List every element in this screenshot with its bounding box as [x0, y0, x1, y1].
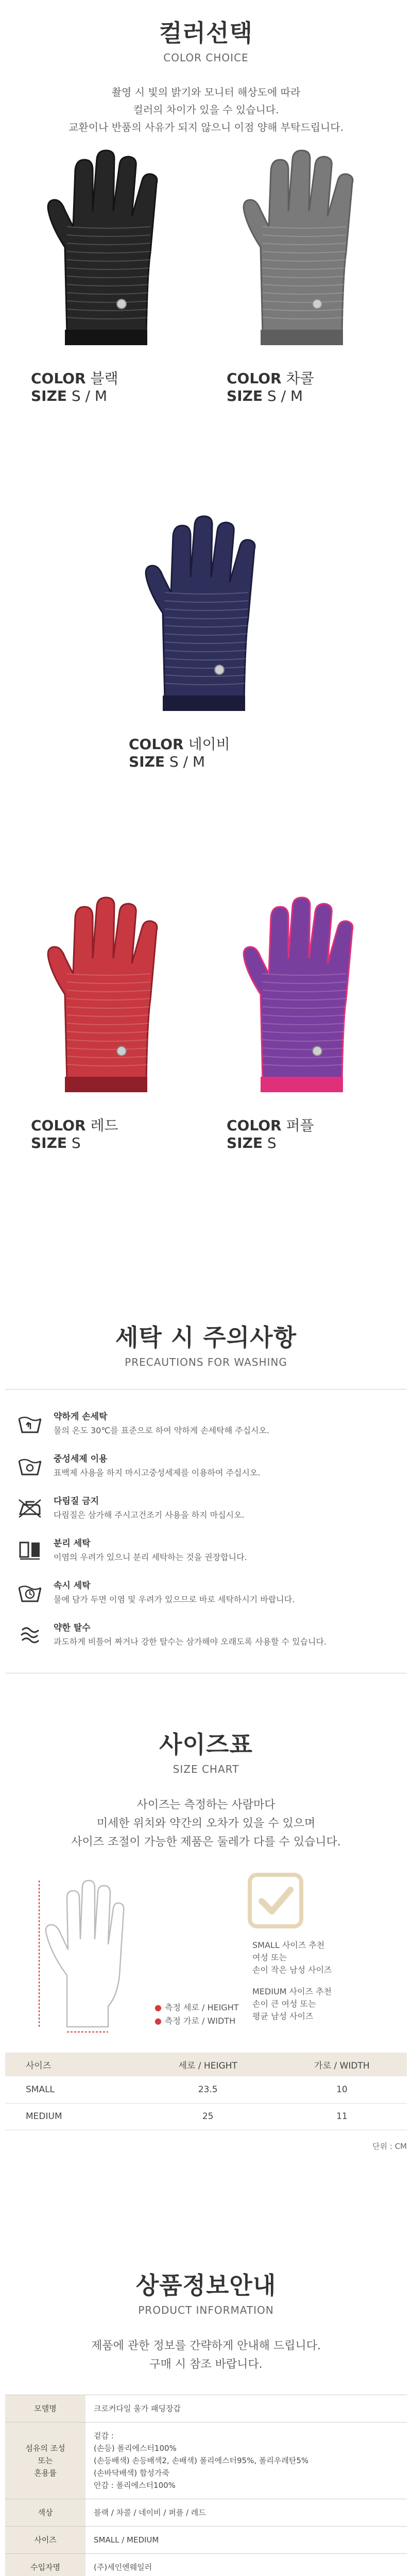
color-row [0, 515, 412, 771]
info-value: 블랙 / 차콜 / 네이비 / 퍼플 / 레드 [85, 2499, 407, 2527]
size-recommendations [252, 1939, 332, 2032]
section-header [0, 1726, 412, 1775]
glove-image [31, 149, 185, 355]
product-info-section [0, 2267, 412, 2576]
size-value: S / M [169, 753, 205, 770]
size-value: S [267, 1134, 277, 1151]
info-key: 사이즈 [5, 2527, 85, 2554]
info-value: 겉감 : (손등) 폴리에스터100% (손등배색) 손등배색2, 손배색) 폴리에스터95%, 폴리우레탄5% (손바닥배색) 합성가죽 안감 : 폴리에스터100% [85, 2422, 407, 2499]
glove-image [129, 515, 283, 721]
ironing-icon [15, 1494, 44, 1522]
legend-item: 측정 가로 / WIDTH [164, 2016, 236, 2026]
notice-line: 교환이나 반품의 사유가 되지 않으니 이점 양해 부탁드립니다. [68, 121, 344, 133]
size-label: SIZE [129, 753, 165, 770]
washing-item-desc: 이염의 우려가 있으니 분리 세탁하는 것을 권장합니다. [54, 1552, 247, 1562]
table-row [5, 2395, 407, 2422]
color-label: COLOR [227, 370, 282, 387]
color-label: COLOR [129, 736, 184, 753]
color-caption [227, 1117, 381, 1152]
glove-icon [129, 515, 283, 721]
section-subtitle: PRODUCT INFORMATION [138, 2304, 274, 2316]
color-row [0, 149, 412, 405]
size-value: S [71, 1134, 81, 1151]
size-label: SIZE [31, 387, 67, 404]
color-value: 레드 [90, 1117, 118, 1134]
legend-dot-icon: ● [154, 2016, 162, 2026]
color-caption [31, 1117, 185, 1152]
table-header: 세로 / HEIGHT [139, 2053, 277, 2076]
washing-item [15, 1494, 397, 1522]
color-value: 퍼플 [286, 1117, 314, 1134]
color-option-navy[interactable] [129, 515, 283, 771]
size-value: S / M [71, 387, 108, 404]
info-key: 색상 [5, 2499, 85, 2527]
table-row [5, 2103, 407, 2130]
table-header: 사이즈 [5, 2053, 139, 2076]
recommend-line: 평균 남성 사이즈 [252, 2011, 314, 2021]
notice-line: 사이즈는 측정하는 사람마다 [136, 1799, 276, 1811]
spin-dry-icon [15, 1620, 44, 1649]
notice-line: 컬러의 차이가 있을 수 있습니다. [133, 104, 279, 116]
table-cell: 23.5 [139, 2076, 277, 2103]
washing-item-desc: 물의 온도 30℃를 표준으로 하여 약하게 손세탁해 주십시오. [54, 1426, 270, 1435]
table-row [5, 2554, 407, 2576]
section-title: 세탁 시 주의사항 [115, 1324, 297, 1351]
color-option-purple[interactable] [227, 896, 381, 1152]
recommendation-medium [252, 1986, 332, 2023]
legend-dot-icon: ● [154, 2003, 162, 2012]
color-notice [0, 83, 412, 136]
color-option-red[interactable] [31, 896, 185, 1152]
glove-icon [227, 896, 381, 1103]
washing-item-desc: 과도하게 비틀어 짜거나 강한 탈수는 삼가해야 오래도록 사용할 수 있습니다. [54, 1637, 327, 1647]
recommend-line: 여성 또는 [252, 1953, 287, 1962]
color-caption [227, 370, 381, 405]
recommend-line: 손이 작은 남성 사이즈 [252, 1965, 332, 1975]
color-row [0, 896, 412, 1152]
section-title: 사이즈표 [159, 1731, 253, 1758]
washing-item-desc: 표백제 사용을 하지 마시고중성세제를 이용하여 주십시오. [54, 1468, 261, 1478]
washing-item-title: 약한 탈수 [54, 1623, 91, 1633]
glove-image [227, 896, 381, 1103]
check-icon [247, 1872, 304, 1929]
color-option-charcoal[interactable] [227, 149, 381, 405]
washing-list [5, 1389, 407, 1673]
table-cell: 11 [277, 2103, 407, 2130]
washing-item-title: 약하게 손세탁 [54, 1412, 108, 1422]
size-label: SIZE [227, 387, 263, 404]
washing-item [15, 1620, 397, 1649]
section-header [0, 2267, 412, 2316]
product-info-table [5, 2395, 407, 2576]
section-header [0, 1319, 412, 1368]
washing-item-title: 중성세제 이용 [54, 1454, 108, 1464]
table-cell: 25 [139, 2103, 277, 2130]
notice-line: 촬영 시 빛의 밝기와 모니터 해상도에 따라 [111, 86, 301, 98]
color-option-black[interactable] [31, 149, 185, 405]
neutral-detergent-icon [15, 1451, 44, 1480]
color-value: 네이비 [188, 736, 230, 753]
table-cell: 10 [277, 2076, 407, 2103]
color-value: 블랙 [90, 370, 118, 387]
size-chart-section [0, 1726, 412, 2151]
recommend-line: MEDIUM 사이즈 추천 [252, 1987, 332, 1996]
legend-item: 측정 세로 / HEIGHT [164, 2003, 239, 2012]
info-notice [0, 2337, 412, 2374]
quick-wash-icon [15, 1578, 44, 1607]
color-caption [129, 736, 283, 771]
washing-item [15, 1451, 397, 1480]
info-value: SMALL / MEDIUM [85, 2527, 407, 2554]
washing-item [15, 1409, 397, 1438]
size-measure-figure [0, 1872, 412, 2042]
washing-item-title: 속시 세탁 [54, 1581, 91, 1591]
color-choice-section [0, 0, 412, 136]
washing-item-title: 분리 세탁 [54, 1538, 91, 1549]
recommendation-small [252, 1939, 332, 1976]
section-subtitle: COLOR CHOICE [163, 52, 249, 64]
section-title: 컬러선택 [159, 19, 253, 47]
notice-line: 제품에 관한 정보를 간략하게 안내해 드립니다. [91, 2340, 321, 2352]
table-row [5, 2499, 407, 2527]
section-subtitle: SIZE CHART [173, 1763, 239, 1775]
size-label: SIZE [31, 1134, 67, 1151]
color-label: COLOR [31, 370, 86, 387]
section-subtitle: PRECAUTIONS FOR WASHING [125, 1356, 287, 1368]
table-row [5, 2422, 407, 2499]
notice-line: 구매 시 참조 바랍니다. [149, 2358, 263, 2371]
washing-item [15, 1536, 397, 1565]
washing-section [0, 1319, 412, 1673]
info-key: 섬유의 조성 또는 혼용률 [5, 2422, 85, 2499]
glove-icon [31, 896, 185, 1103]
recommend-line: SMALL 사이즈 추천 [252, 1940, 325, 1950]
section-title: 상품정보안내 [135, 2272, 277, 2299]
table-cell: MEDIUM [5, 2103, 139, 2130]
info-value: (주)세인엔웨일러 [85, 2554, 407, 2576]
table-row [5, 2076, 407, 2103]
size-label: SIZE [227, 1134, 263, 1151]
size-notice [0, 1796, 412, 1852]
color-label: COLOR [227, 1117, 282, 1134]
table-header: 가로 / WIDTH [277, 2053, 407, 2076]
washing-item [15, 1578, 397, 1607]
separate-wash-icon [15, 1536, 44, 1565]
table-header-row [5, 2053, 407, 2076]
section-header [0, 0, 412, 64]
color-value: 차콜 [286, 370, 314, 387]
glove-image [31, 896, 185, 1103]
info-key: 수입자명 [5, 2554, 85, 2576]
hand-wash-icon [15, 1409, 44, 1438]
size-value: S / M [267, 387, 303, 404]
measure-legend [154, 2001, 239, 2028]
glove-icon [227, 149, 381, 355]
glove-icon [31, 149, 185, 355]
washing-item-desc: 다림질은 삼가해 주시고건조기 사용을 하지 마십시오. [54, 1510, 245, 1520]
notice-line: 미세한 위치와 약간의 오차가 있을 수 있으며 [96, 1817, 316, 1830]
info-key: 모델명 [5, 2395, 85, 2422]
size-table [5, 2053, 407, 2130]
washing-item-title: 다림질 금지 [54, 1496, 99, 1506]
notice-line: 사이즈 조절이 가능한 제품은 둘레가 다를 수 있습니다. [71, 1836, 341, 1849]
table-row [5, 2527, 407, 2554]
info-value: 크로커다일 울가 패딩장갑 [85, 2395, 407, 2422]
unit-note: 단위 : CM [372, 2141, 407, 2151]
table-cell: SMALL [5, 2076, 139, 2103]
recommend-line: 손이 큰 여성 또는 [252, 1999, 316, 2009]
color-label: COLOR [31, 1117, 86, 1134]
color-caption [31, 370, 185, 405]
hand-outline-icon [31, 1872, 149, 2037]
washing-item-desc: 물에 담가 두면 이염 및 우려가 있으므로 바로 세탁하시기 바랍니다. [54, 1595, 295, 1604]
glove-image [227, 149, 381, 355]
